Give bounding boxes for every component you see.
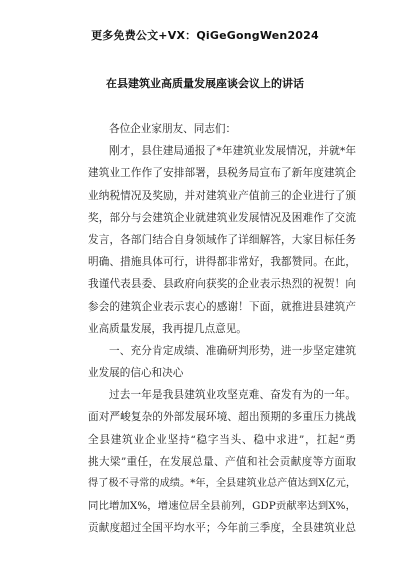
body-line: 业纳税情况及奖励，并对建筑业产值前三的企业进行了颁 <box>88 189 356 202</box>
body-line: 得了极不寻常的成绩。*年，全县建筑业总产值达到X亿元， <box>88 478 356 489</box>
body-line: 参会的建筑企业表示衷心的感谢！下面，就推进县建筑产 <box>88 300 356 313</box>
section-heading-line: 一、充分肯定成绩、准确研判形势，进一步坚定建筑 <box>109 344 356 357</box>
document-body <box>88 118 356 540</box>
body-line: 刚才，县住建局通报了*年建筑业发展情况，并就*年 <box>109 145 356 158</box>
promo-banner: 更多免费公文+VX：QiGeGongWen2024 <box>91 29 319 42</box>
body-line: 同比增加X%，增速位居全县前列，GDP贡献率达到X%， <box>88 500 356 513</box>
salutation-line: 各位企业家朋友、同志们： <box>109 123 237 135</box>
body-line: 奖，部分与会建筑企业就建筑业发展情况及困难作了交流 <box>88 211 356 224</box>
section-heading-line: 业发展的信心和决心 <box>88 367 184 380</box>
body-line: 贡献度超过全国平均水平；今年前三季度，全县建筑业总 <box>88 522 356 535</box>
body-line: 建筑业工作作了安排部署，县税务局宣布了新年度建筑企 <box>88 167 356 180</box>
body-line: 我谨代表县委、县政府向获奖的企业表示热烈的祝贺！向 <box>88 278 356 291</box>
body-line: 全县建筑业企业坚持“稳字当头、稳中求进”，扛起“勇 <box>88 433 356 446</box>
body-line: 明确、措施具体可行，讲得都非常好，我都赞同。在此， <box>88 256 356 269</box>
body-line: 过去一年是我县建筑业攻坚克难、奋发有为的一年。 <box>109 389 356 402</box>
document-title: 在县建筑业高质量发展座谈会议上的讲话 <box>106 77 304 90</box>
body-line: 面对严峻复杂的外部发展环境、超出预期的多重压力挑战 <box>88 411 356 424</box>
body-line: 发言，各部门结合自身领域作了详细解答，大家目标任务 <box>88 233 356 246</box>
body-line: 业高质量发展，我再提几点意见。 <box>88 322 247 335</box>
body-line: 挑大梁”重任，在发展总量、产值和社会贡献度等方面取 <box>88 455 356 468</box>
